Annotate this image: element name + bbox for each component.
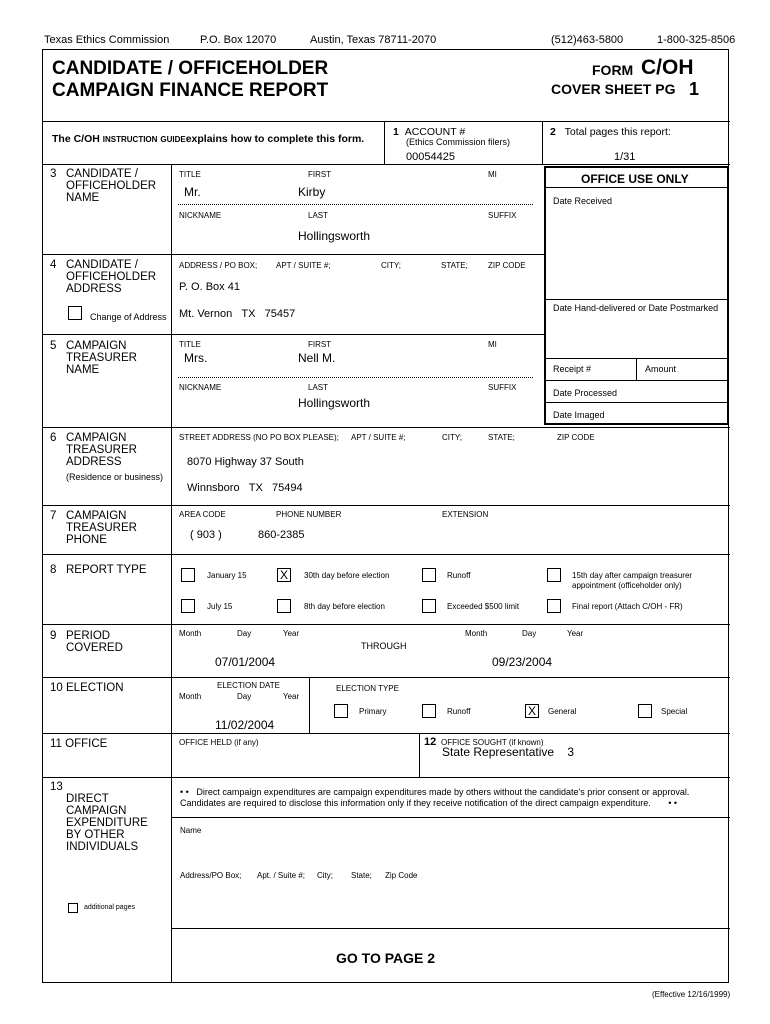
sec5-first-label: FIRST [308,340,332,349]
report-15day-checkbox[interactable] [547,568,561,582]
account-label: 1 ACCOUNT # [393,126,466,138]
agency-po-box: P.O. Box 12070 [200,34,277,46]
go-to-page-2: GO TO PAGE 2 [336,950,436,966]
sec13-number: 13 [50,781,63,793]
form-word: FORM [592,62,634,78]
election-day-label: Day [237,692,252,701]
account-sub: (Ethics Commission filers) [406,137,511,147]
sec3-number: 3 [50,168,57,180]
page-number: 1 [689,79,700,99]
agency-city: Austin, Texas 78711-2070 [310,34,437,46]
form-title-line2: CAMPAIGN FINANCE REPORT [52,80,329,101]
office-held-label: OFFICE HELD (if any) [179,738,259,747]
sec3-last-label: LAST [308,211,329,220]
sec3-nickname-label: NICKNAME [179,211,222,220]
sec6-zip-label: ZIP CODE [557,433,595,442]
report-15day-label: 15th day after campaign treasurer appointment (officeholder only) [572,571,693,590]
office-use-title: OFFICE USE ONLY [581,172,689,186]
election-date-label: ELECTION DATE [217,681,280,690]
sec3-mi-label: MI [488,170,497,179]
report-exceeded-checkbox[interactable] [422,599,436,613]
treasurer-state[interactable]: TX [248,482,263,494]
sec9-label: PERIOD COVERED [66,630,123,654]
additional-pages-checkbox[interactable] [68,903,78,913]
candidate-city[interactable]: Mt. Vernon [179,308,233,320]
election-special-checkbox[interactable] [638,704,652,718]
election-year-label: Year [283,692,300,701]
dce-address-label: Address/PO Box; [180,871,242,880]
election-special-label: Special [661,707,688,716]
sec6-city-label: CITY; [442,433,462,442]
form-code: C/OH [641,56,694,79]
sec7-label: CAMPAIGN TREASURER PHONE [66,510,137,546]
sec3-title-label: TITLE [179,170,201,179]
election-primary-label: Primary [359,707,387,716]
report-final-checkbox[interactable] [547,599,561,613]
period-from-date[interactable]: 07/01/2004 [215,655,276,669]
sec4-apt-label: APT / SUITE #; [276,261,331,270]
office-district[interactable]: 3 [567,745,575,759]
dce-apt-label: Apt. / Suite #; [257,871,306,880]
total-pages-label: 2 Total pages this report: [550,126,671,138]
additional-pages-label: additional pages [84,904,135,911]
sec5-suffix-label: SUFFIX [488,383,517,392]
extension-label: EXTENSION [442,510,489,519]
treasurer-phone[interactable]: 860-2385 [258,529,305,541]
office-sought-label: OFFICE SOUGHT (if known) [441,738,544,747]
sec4-address-label: ADDRESS / PO BOX; [179,261,258,270]
effective-date: (Effective 12/16/1999) [652,990,731,999]
area-code-label: AREA CODE [179,510,226,519]
sec13-label: DIRECT CAMPAIGN EXPENDITURE BY OTHER INDIVIDUALS [66,793,148,853]
treasurer-first-name[interactable]: Nell M. [298,351,336,365]
candidate-address-city-line [179,308,295,320]
amount-label: Amount [645,364,677,374]
sec10-label: 10 ELECTION [50,682,124,694]
instruction-text: The C/OH INSTRUCTION GUIDEexplains how to complete this form. [52,133,365,145]
dce-city-label: City; [317,871,333,880]
treasurer-area-code[interactable]: ( 903 ) [190,529,222,541]
sec3-label: CANDIDATE / OFFICEHOLDER NAME [66,168,157,204]
report-30day-label: 30th day before election [304,571,390,580]
date-processed-label: Date Processed [553,388,618,398]
election-runoff-label: Runoff [447,707,471,716]
receipt-number-label: Receipt # [553,364,592,374]
election-runoff-checkbox[interactable] [422,704,436,718]
candidate-first-name[interactable]: Kirby [298,185,326,199]
form-title-line1: CANDIDATE / OFFICEHOLDER [52,58,329,79]
office-sought[interactable]: State Representative [442,745,555,759]
sec13-notice: • • Direct campaign expenditures are campaign expenditures made by others without the candidate's prior consent or approval. Candidates are required to disclose this information only if they receive notification of the direct campaign expenditure. • • [180,787,690,808]
period-to-day-label: Day [522,629,537,638]
period-from-month-label: Month [179,629,202,638]
sec4-zip-label: ZIP CODE [488,261,526,270]
sec5-number: 5 [50,340,57,352]
sec6-apt-label: APT / SUITE #; [351,433,406,442]
sec3-suffix-label: SUFFIX [488,211,517,220]
sec6-number: 6 [50,432,57,444]
candidate-address-line1[interactable]: P. O. Box 41 [179,281,240,293]
sec4-state-label: STATE; [441,261,468,270]
report-runoff-label: Runoff [447,571,471,580]
change-of-address-label: Change of Address [90,312,167,322]
report-runoff-checkbox[interactable] [422,568,436,582]
sec4-label: CANDIDATE / OFFICEHOLDER ADDRESS [66,259,157,295]
report-8day-checkbox[interactable] [277,599,291,613]
total-pages-value: 1/31 [614,151,636,163]
election-general-checkbox[interactable]: X [525,704,539,718]
report-30day-checkbox[interactable]: X [277,568,291,582]
period-to-date[interactable]: 09/23/2004 [492,655,553,669]
sec4-number: 4 [50,259,57,271]
date-imaged-label: Date Imaged [553,410,605,420]
candidate-last-name[interactable]: Hollingsworth [298,229,371,243]
account-number: 00054425 [406,151,455,163]
sec8-label: REPORT TYPE [66,564,147,576]
treasurer-address-city-line [187,482,303,494]
sec7-number: 7 [50,510,57,522]
report-jan15-label: January 15 [207,571,247,580]
agency-tollfree: 1-800-325-8506 [657,34,736,46]
sec5-mi-label: MI [488,340,497,349]
election-date[interactable]: 11/02/2004 [215,718,275,732]
phone-number-label: PHONE NUMBER [276,510,342,519]
candidate-title[interactable]: Mr. [184,185,201,199]
dce-zip-label: Zip Code [385,871,418,880]
election-month-label: Month [179,692,202,701]
treasurer-title[interactable]: Mrs. [184,351,208,365]
cover-sheet-label: COVER SHEET PG [551,81,676,97]
office-sought-value [442,745,574,759]
sec5-label: CAMPAIGN TREASURER NAME [66,340,137,376]
period-to-month-label: Month [465,629,488,638]
sec5-nickname-label: NICKNAME [179,383,222,392]
report-exceeded-label: Exceeded $500 limit [447,602,520,611]
sec5-title-label: TITLE [179,340,201,349]
report-jan15-checkbox[interactable] [181,568,195,582]
candidate-zip[interactable]: 75457 [264,308,296,320]
period-from-day-label: Day [237,629,252,638]
date-received-label: Date Received [553,196,613,206]
sec6-note: (Residence or business) [66,472,164,482]
sec4-city-label: CITY; [381,261,401,270]
sec6-state-label: STATE; [488,433,515,442]
sec3-first-label: FIRST [308,170,332,179]
sec5-last-label: LAST [308,383,329,392]
report-jul15-label: July 15 [207,602,233,611]
election-type-label: ELECTION TYPE [336,684,399,693]
report-jul15-checkbox[interactable] [181,599,195,613]
treasurer-zip[interactable]: 75494 [271,482,303,494]
sec11-label: 11 OFFICE [50,738,108,750]
election-general-label: General [548,707,577,716]
sec6-street-label: STREET ADDRESS (NO PO BOX PLEASE); [179,433,339,442]
election-primary-checkbox[interactable] [334,704,348,718]
dce-name-label: Name [180,826,202,835]
agency-name: Texas Ethics Commission [44,34,170,46]
report-8day-label: 8th day before election [304,602,385,611]
dce-state-label: State; [351,871,372,880]
period-to-year-label: Year [567,629,584,638]
candidate-state[interactable]: TX [241,308,256,320]
agency-phone: (512)463-5800 [551,34,624,46]
sec9-number: 9 [50,630,57,642]
treasurer-last-name[interactable]: Hollingsworth [298,396,371,410]
period-from-year-label: Year [283,629,300,638]
through-label: THROUGH [361,641,407,651]
report-final-label: Final report (Attach C/OH - FR) [572,602,683,611]
treasurer-city[interactable]: Winnsboro [187,482,240,494]
treasurer-address-line1[interactable]: 8070 Highway 37 South [187,456,304,468]
change-of-address-checkbox[interactable] [68,306,82,320]
date-hand-delivered-label: Date Hand-delivered or Date Postmarked [553,303,719,313]
sec8-number: 8 [50,564,57,576]
sec6-label: CAMPAIGN TREASURER ADDRESS [66,432,137,468]
sec12-number: 12 [424,736,437,748]
